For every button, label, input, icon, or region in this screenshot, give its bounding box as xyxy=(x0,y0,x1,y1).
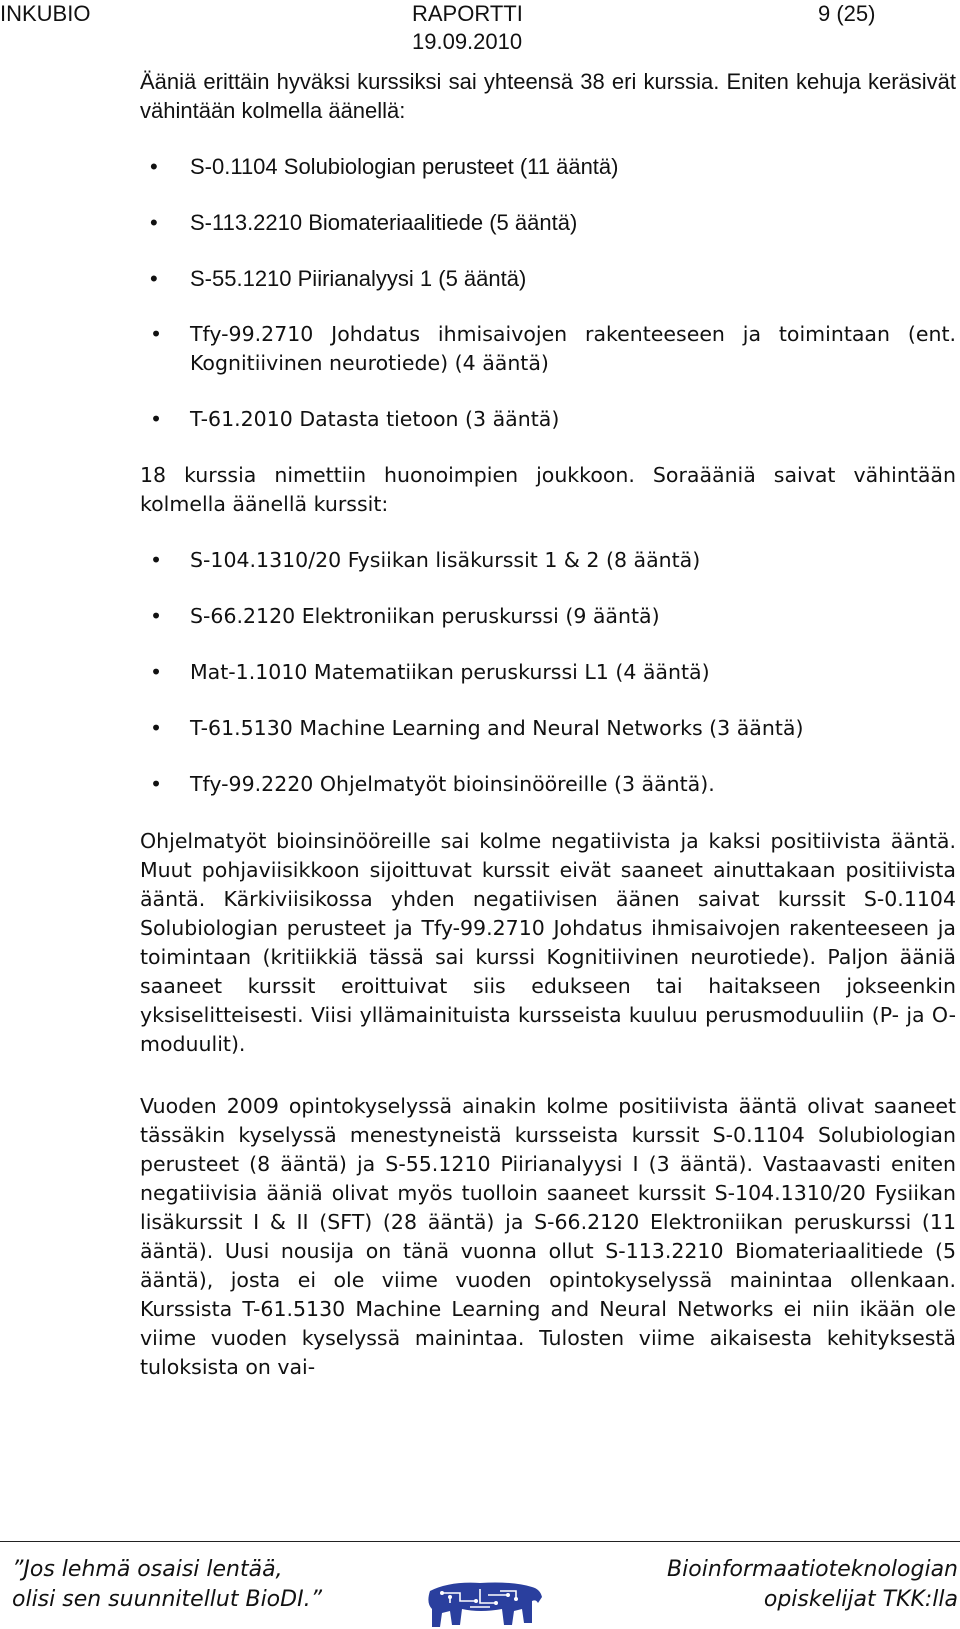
list-item: • S-55.1210 Piirianalyysi 1 (5 ääntä) xyxy=(140,264,956,293)
list-item: • S-113.2210 Biomateriaalitiede (5 ääntä) xyxy=(140,208,956,237)
header-page-number: 9 (25) xyxy=(818,1,876,26)
list-item: • T-61.5130 Machine Learning and Neural Networks (3 ääntä) xyxy=(140,714,956,743)
page-header xyxy=(0,0,960,62)
footer-org-line-1: Bioinformaatioteknologian xyxy=(667,1557,958,1582)
best-courses-list xyxy=(140,152,956,434)
page-footer xyxy=(0,1543,960,1629)
intro-paragraph-best: Ääniä erittäin hyväksi kurssiksi sai yhteensä 38 eri kurssia. Eniten kehuja keräsivät vähintään kolmella äänellä: xyxy=(140,69,956,123)
intro-paragraph-worst: 18 kurssia nimettiin huonoimpien joukkoon. Soraääniä saivat vähintään kolmella äänellä kurssit: xyxy=(140,463,956,516)
list-item: • Tfy-99.2220 Ohjelmatyöt bioinsinööreille (3 ääntä). xyxy=(140,770,956,799)
footer-org-line-2: opiskelijat TKK:lla xyxy=(763,1587,958,1612)
cow-circuit-logo-icon xyxy=(420,1573,548,1629)
header-date: 19.09.2010 xyxy=(412,29,523,54)
list-item: • Tfy-99.2710 Johdatus ihmisaivojen rakenteeseen ja toimintaan (ent. Kognitiivinen neurotiede) (4 ääntä) xyxy=(140,320,956,378)
footer-quote-line-1: ”Jos lehmä osaisi lentää, xyxy=(12,1557,283,1582)
list-item: • S-104.1310/20 Fysiikan lisäkurssit 1 & 2 (8 ääntä) xyxy=(140,546,956,575)
list-item: • T-61.2010 Datasta tietoon (3 ääntä) xyxy=(140,405,956,434)
footer-divider xyxy=(0,1541,960,1542)
header-doc-kind: RAPORTTI xyxy=(412,1,523,26)
list-item: • S-66.2120 Elektroniikan peruskurssi (9 ääntä) xyxy=(140,602,956,631)
paragraph-comparison: Vuoden 2009 opintokyselyssä ainakin kolme positiivista ääntä olivat saaneet tässäkin kyselyssä menestyneistä kursseista kurssit S-0.1104 Solubiologian perusteet (8 ääntä) ja S-55.1210 Piirianalyysi I (3 ääntä). Vastaavasti eniten negatiivisia ääniä olivat myös tuolloin saaneet kurssit S-104.1310/20 Fysiikan lisäkurssit I & II (SFT) (28 ääntä) ja S-66.2120 Elektroniikan peruskurssi (11 ääntä). Uusi nousija on tänä vuonna ollut S-113.2210 Biomateriaalitiede (5 ääntä), josta ei ole viime vuoden opintokyselyssä mainintaa ollenkaan. Kurssista T-61.5130 Machine Learning and Neural Networks ei niin ikään ole viime vuoden kyselyssä mainintaa. Tulosten viime aikaisesta kehityksestä tuloksista on vai- xyxy=(140,1094,956,1379)
header-org: INKUBIO xyxy=(0,1,91,26)
worst-courses-list xyxy=(140,546,956,799)
list-item: • S-0.1104 Solubiologian perusteet (11 ääntä) xyxy=(140,152,956,181)
document-body xyxy=(140,67,956,1382)
list-item: • Mat-1.1010 Matematiikan peruskurssi L1 (4 ääntä) xyxy=(140,658,956,687)
footer-quote-line-2: olisi sen suunnitellut BioDI.” xyxy=(12,1587,322,1612)
paragraph-analysis: Ohjelmatyöt bioinsinööreille sai kolme negatiivista ja kaksi positiivista ääntä. Muut pohjaviisikkoon sijoittuvat kurssit eivät saaneet ainuttakaan positiivista ääntä. Kärkiviisikossa yhden negatiivisen äänen saivat kurssit S-0.1104 Solubiologian perusteet ja Tfy-99.2710 Johdatus ihmisaivojen rakenteeseen ja toimintaan (kritiikkiä tässä sai kurssi Kognitiivinen neurotiede). Paljon ääniä saaneet kurssit eroittuivat siis edukseen tai haitakseen jokseenkin yksiselitteisesti. Viisi yllämainituista kursseista kuuluu perusmoduuliin (P- ja O-moduulit). xyxy=(140,829,956,1056)
